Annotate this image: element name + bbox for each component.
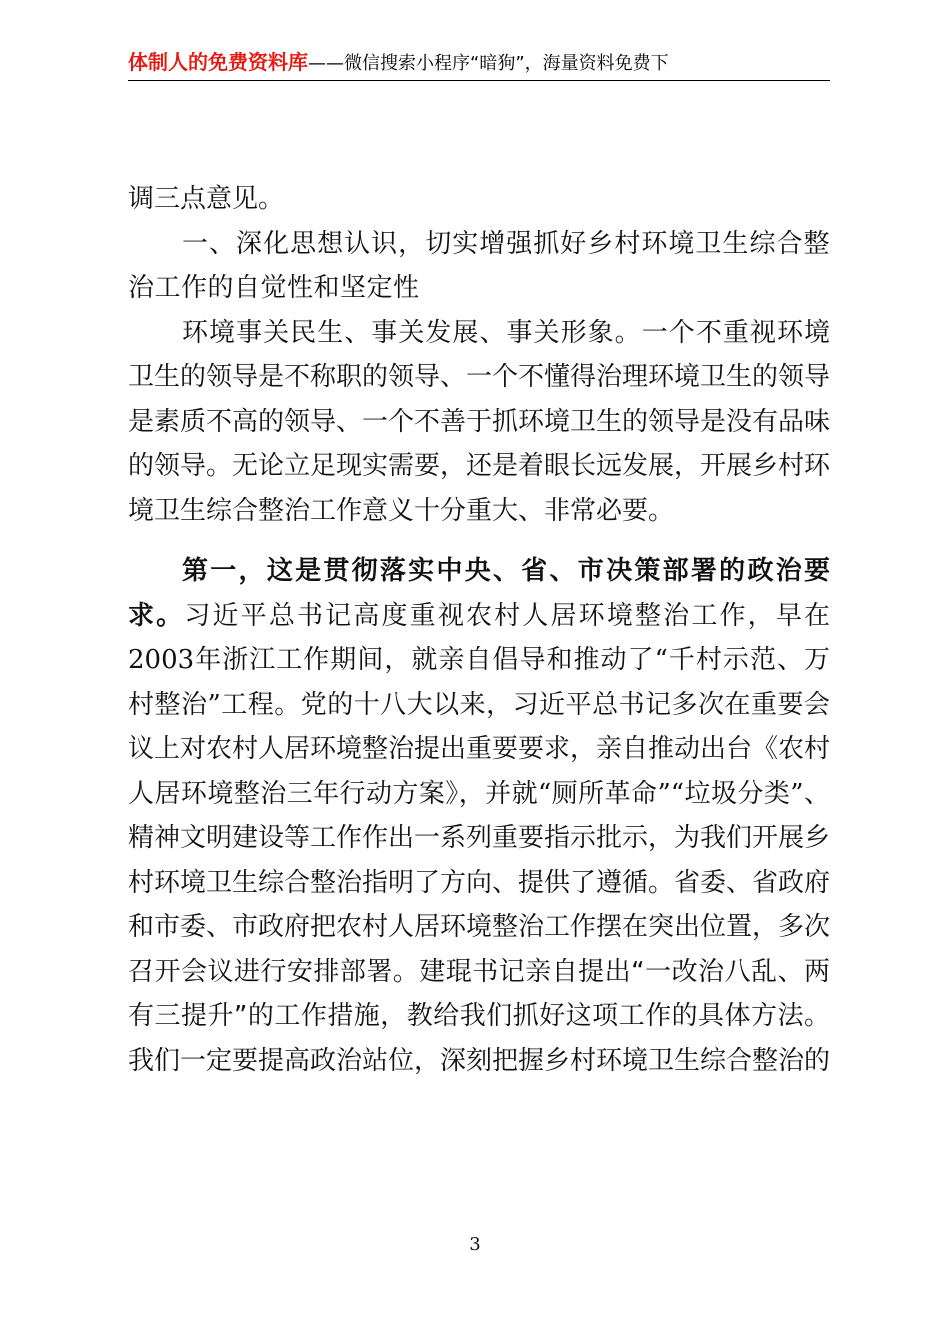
intro-paragraph: 调三点意见。 bbox=[128, 184, 285, 214]
body-paragraph-with-lead bbox=[128, 549, 830, 1083]
quoted-slogan: “一改治八乱、两有三提升” bbox=[128, 956, 830, 1031]
body-paragraph: 环境事关民生、事关发展、事关形象。一个不重视环境卫生的领导是不称职的领导、一个不懂得治理环境卫生的领导是素质不高的领导、一个不善于抓环境卫生的领导是没有品味的领导。无论立足现实需要，还是着眼长远发展，开展乡村环境卫生综合整治工作意义十分重大、非常必要。 bbox=[128, 317, 831, 526]
header-divider bbox=[128, 80, 830, 81]
document-body bbox=[128, 177, 830, 1083]
header-slogan: ——微信搜索小程序“暗狗”，海量资料免费下 bbox=[308, 53, 669, 74]
header-brand: 体制人的免费资料库 bbox=[128, 50, 308, 74]
page-header bbox=[128, 46, 830, 82]
paragraph-lead: 第一，这是贯彻落实中央、省、市决策部署的政治要求。 bbox=[128, 556, 830, 631]
page-number: 3 bbox=[469, 1234, 481, 1255]
section-heading: 一、深化思想认识，切实增强抓好乡村环境卫生综合整治工作的自觉性和坚定性 bbox=[128, 228, 830, 303]
paragraph-text: 习近平总书记高度重视农村人居环境整治工作，早在2003年浙江工作期间，就亲自倡导和推动了“千村示范、万村整治”工程。党的十八大以来，习近平总书记多次在重要会议上对农村人居环境整治提出重要要求，亲自推动出台《农村人居环境整治三年行动方案》，并就“厕所革命”“垃圾分类”、精神文明建设等工作作出一系列重要指示批示，为我们开展乡村环境卫生综合整治指明了方向、提供了遵循。省委、省政府和市委、市政府把农村人居环境整治工作摆在突出位置，多次召开会议进行安排部署。建琨书记亲自提出 bbox=[128, 600, 831, 987]
paragraph-text-continued: 的工作措施，教给我们抓好这项工作的具体方法。我们一定要提高政治站位，深刻把握乡村环境卫生综合整治的 bbox=[128, 1001, 831, 1076]
